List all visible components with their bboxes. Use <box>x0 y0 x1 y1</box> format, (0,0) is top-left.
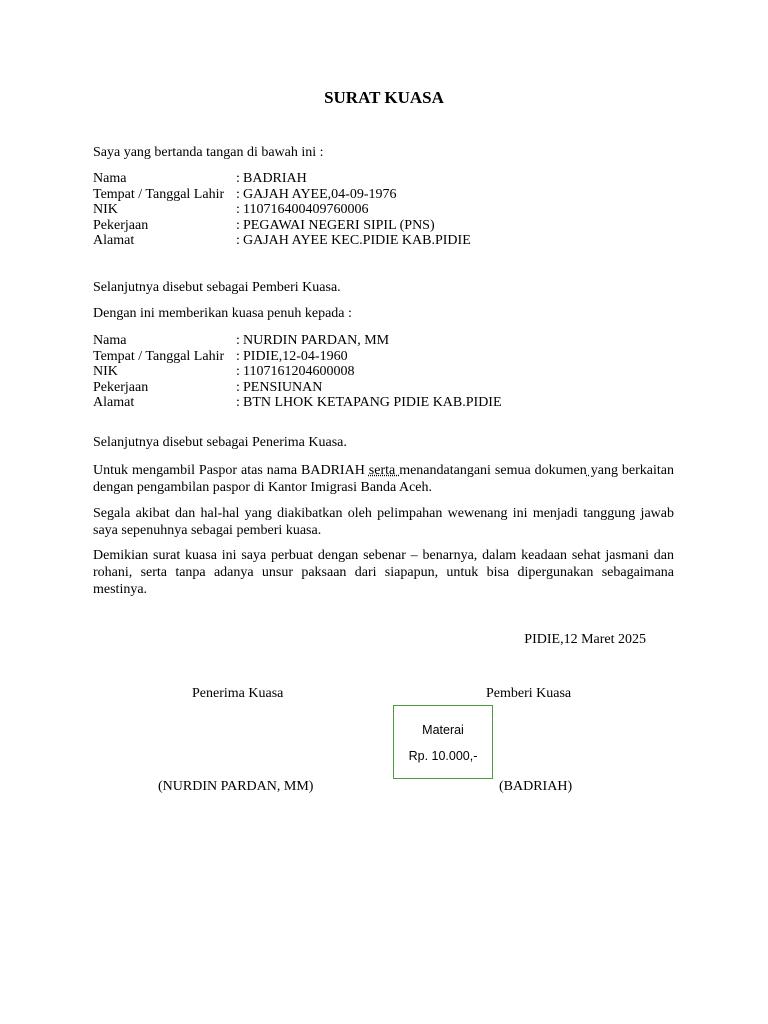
grantee-row-address: Alamat : BTN LHOK KETAPANG PIDIE KAB.PIDIE <box>93 395 502 410</box>
grantee-signature-label: Penerima Kuasa <box>192 686 284 701</box>
paragraph-purpose: Untuk mengambil Paspor atas nama BADRIAH serta menandatangani semua dokumen yang berkaitan dengan pengambilan paspor di Kantor Imigrasi Banda Aceh. <box>93 463 675 495</box>
stamp-duty-box <box>393 705 493 779</box>
grantor-note: Selanjutnya disebut sebagai Pemberi Kuasa. <box>93 280 341 295</box>
stamp-amount: Rp. 10.000,- <box>408 749 478 763</box>
grantor-row-birth: Tempat / Tanggal Lahir : GAJAH AYEE,04-09-1976 <box>93 186 397 202</box>
grantor-details <box>93 171 674 249</box>
paragraph-responsibility: Segala akibat dan hal-hal yang diakibatkan oleh pelimpahan wewenang ini menjadi tanggung jawab saya sepenuhnya sebagai pemberi kuasa. <box>93 506 674 538</box>
place-date: PIDIE,12 Maret 2025 <box>524 632 646 647</box>
grant-line: Dengan ini memberikan kuasa penuh kepada : <box>93 306 352 321</box>
grantee-row-nik: NIK : 1107161204600008 <box>93 364 355 379</box>
document-title: SURAT KUASA <box>324 88 444 107</box>
stamp-title: Materai <box>422 723 464 737</box>
grantor-row-job: Pekerjaan : PEGAWAI NEGERI SIPIL (PNS) <box>93 217 435 233</box>
paragraph-closing: Demikian surat kuasa ini saya perbuat dengan sebenar – benarnya, dalam keadaan sehat jasmani dan rohani, serta tanpa adanya unsur paksaan dari siapapun, untuk bisa dipergunakan sebagaimana mestinya. <box>93 548 674 597</box>
grantor-row-nik: NIK : 110716400409760006 <box>93 202 369 217</box>
grantee-details <box>93 333 674 411</box>
grantor-row-name: Nama : BADRIAH <box>93 171 307 186</box>
grantee-row-name: Nama : NURDIN PARDAN, MM <box>93 333 390 348</box>
grantee-note: Selanjutnya disebut sebagai Penerima Kuasa. <box>93 435 347 450</box>
grantee-signature-name: (NURDIN PARDAN, MM) <box>158 779 314 794</box>
grantor-row-address: Alamat : GAJAH AYEE KEC.PIDIE KAB.PIDIE <box>93 233 471 248</box>
grantor-signature-name: (BADRIAH) <box>499 779 573 794</box>
intro-text: Saya yang bertanda tangan di bawah ini : <box>93 145 324 160</box>
grantor-signature-label: Pemberi Kuasa <box>486 686 572 701</box>
grantee-row-birth: Tempat / Tanggal Lahir : PIDIE,12-04-1960 <box>93 348 348 364</box>
grantee-row-job: Pekerjaan : PENSIUNAN <box>93 379 323 395</box>
